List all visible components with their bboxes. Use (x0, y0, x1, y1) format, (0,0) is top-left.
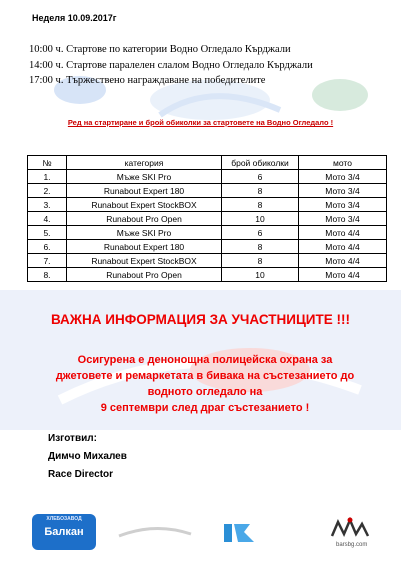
row-moto: Мото 4/4 (299, 226, 387, 240)
row-laps: 6 (222, 226, 299, 240)
signature-block (48, 430, 127, 484)
row-category: Runabout Expert StockBOX (67, 254, 222, 268)
row-laps: 10 (222, 212, 299, 226)
signature-prepared-label: Изготвил: (48, 433, 97, 444)
balkan-logo-subtext: ХЛЕБОЗАВОД (46, 516, 82, 522)
schedule-list (29, 42, 313, 89)
table-row (28, 254, 387, 268)
row-moto: Мото 4/4 (299, 268, 387, 282)
column-header-moto: мото (299, 156, 387, 170)
sponsor-logo-blue-icon (220, 518, 260, 548)
important-info-line: 9 септември след драг състезанието ! (100, 402, 310, 414)
column-header-laps: брой обиколки (222, 156, 299, 170)
table-header-row (28, 156, 387, 170)
row-moto: Мото 3/4 (299, 212, 387, 226)
bars-logo-text: barsbg.com (336, 542, 368, 548)
row-laps: 6 (222, 170, 299, 184)
row-number: 4. (28, 212, 67, 226)
table-row (28, 198, 387, 212)
sponsor-strip (0, 512, 401, 556)
row-laps: 10 (222, 268, 299, 282)
signature-role: Race Director (48, 469, 114, 480)
row-category: Runabout Pro Open (67, 268, 222, 282)
row-category: Runabout Pro Open (67, 212, 222, 226)
row-category: Мъже SKI Pro (67, 170, 222, 184)
row-category: Runabout Expert 180 (67, 184, 222, 198)
table-row (28, 240, 387, 254)
row-moto: Мото 3/4 (299, 184, 387, 198)
row-number: 7. (28, 254, 67, 268)
column-header-category: категория (67, 156, 222, 170)
row-number: 1. (28, 170, 67, 184)
table-row (28, 268, 387, 282)
row-category: Runabout Expert 180 (67, 240, 222, 254)
bars-logo-icon (328, 516, 372, 542)
sponsor-logo-faded-icon (115, 520, 195, 544)
important-info-line: водното огледало на (147, 386, 263, 398)
start-order-table (27, 155, 387, 282)
schedule-line: 14:00 ч. Стартове паралелен слалом Водно Огледало Кърджали (29, 59, 313, 71)
important-info-body (40, 352, 370, 416)
important-info-line: джетовете и ремаркетата в бивака на състезанието до (55, 370, 355, 382)
row-moto: Мото 4/4 (299, 254, 387, 268)
table-row (28, 212, 387, 226)
signature-name: Димчо Михалев (48, 451, 127, 462)
day-heading: Неделя 10.09.2017г (32, 13, 117, 23)
row-number: 2. (28, 184, 67, 198)
row-category: Runabout Expert StockBOX (67, 198, 222, 212)
table-row (28, 170, 387, 184)
balkan-logo-text: Балкан (44, 526, 84, 538)
table-row (28, 226, 387, 240)
row-category: Мъже SKI Pro (67, 226, 222, 240)
row-number: 5. (28, 226, 67, 240)
row-laps: 8 (222, 240, 299, 254)
row-number: 6. (28, 240, 67, 254)
row-number: 3. (28, 198, 67, 212)
important-info-title: ВАЖНА ИНФОРМАЦИЯ ЗА УЧАСТНИЦИТЕ !!! (50, 312, 350, 327)
balkan-logo (32, 514, 96, 550)
row-laps: 8 (222, 184, 299, 198)
schedule-line: 10:00 ч. Стартове по категории Водно Огледало Кърджали (29, 44, 291, 55)
table-row (28, 184, 387, 198)
column-header-number: № (28, 156, 67, 170)
row-moto: Мото 4/4 (299, 240, 387, 254)
row-moto: Мото 3/4 (299, 198, 387, 212)
row-number: 8. (28, 268, 67, 282)
important-info-line: Осигурена е денонощна полицейска охрана за (77, 354, 333, 366)
schedule-line: 17:00 ч. Тържествено награждаване на победителите (29, 75, 266, 86)
row-laps: 8 (222, 198, 299, 212)
row-moto: Мото 3/4 (299, 170, 387, 184)
table-subtitle: Ред на стартиране и брой обиколки за стартовете на Водно Огледало ! (67, 118, 334, 127)
row-laps: 8 (222, 254, 299, 268)
